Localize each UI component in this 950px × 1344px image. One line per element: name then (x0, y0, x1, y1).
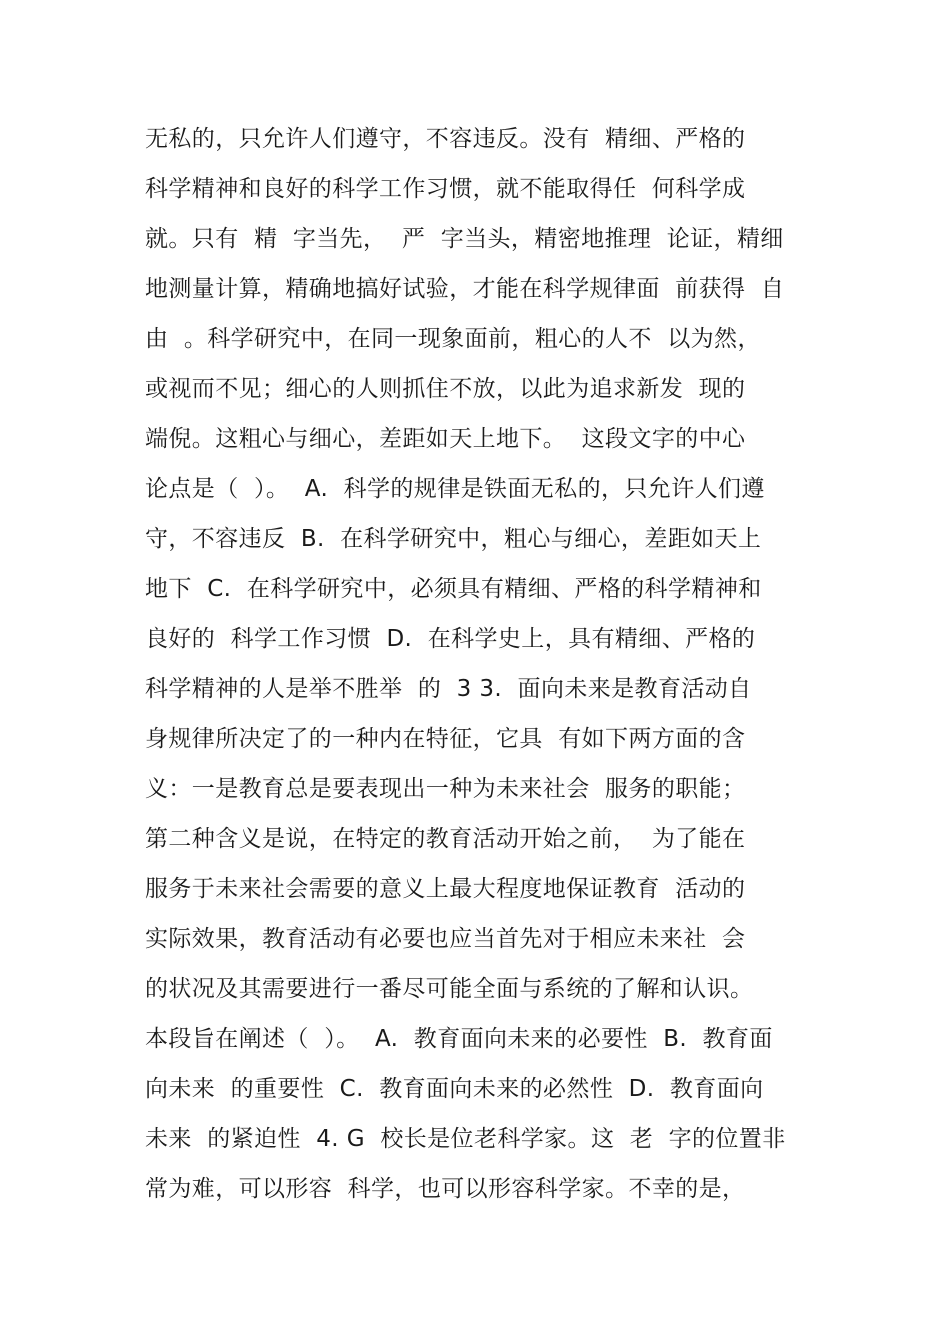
text-line: 向未来 的重要性 C. 教育面向未来的必然性 D. 教育面向 (145, 1076, 764, 1102)
text-line: 地下 C. 在科学研究中，必须具有精细、严格的科学精神和 (145, 576, 762, 602)
text-line: 第二种含义是说，在特定的教育活动开始之前， 为了能在 (145, 826, 746, 852)
text-line: 由 。科学研究中，在同一现象面前，粗心的人不 以为然， (145, 326, 761, 352)
text-line: 服务于未来社会需要的意义上最大程度地保证教育 活动的 (145, 876, 746, 902)
text-line: 科学精神的人是举不胜举 的 3 3. 面向未来是教育活动自 (145, 676, 752, 702)
text-line: 地测量计算，精确地搞好试验，才能在科学规律面 前获得 自 (145, 276, 785, 302)
text-line: 常为难，可以形容 科学，也可以形容科学家。不幸的是， (145, 1176, 746, 1202)
body-text (145, 114, 825, 1214)
text-line: 守，不容违反 B. 在科学研究中，粗心与细心，差距如天上 (145, 526, 762, 552)
text-line: 端倪。这粗心与细心，差距如天上地下。 这段文字的中心 (145, 426, 746, 452)
text-line: 未来 的紧迫性 4. G 校长是位老科学家。这 老 字的位置非 (145, 1126, 786, 1152)
text-line: 无私的，只允许人们遵守，不容违反。没有 精细、严格的 (145, 126, 746, 152)
text-line: 身规律所决定了的一种内在特征，它具 有如下两方面的含 (145, 726, 746, 752)
text-line: 科学精神和良好的科学工作习惯，就不能取得任 何科学成 (145, 176, 746, 202)
text-line: 或视而不见；细心的人则抓住不放，以此为追求新发 现的 (145, 376, 746, 402)
text-line: 义：一是教育总是要表现出一种为未来社会 服务的职能； (145, 776, 746, 802)
text-line: 论点是（ ）。 A. 科学的规律是铁面无私的，只允许人们遵 (145, 476, 765, 502)
text-line: 实际效果，教育活动有必要也应当首先对于相应未来社 会 (145, 926, 746, 952)
text-line: 的状况及其需要进行一番尽可能全面与系统的了解和认识。 (145, 976, 754, 1002)
text-line: 本段旨在阐述（ ）。 A. 教育面向未来的必要性 B. 教育面 (145, 1026, 773, 1052)
text-line: 就。只有 精 字当先， 严 字当头，精密地推理 论证，精细 (145, 226, 784, 252)
text-line: 良好的 科学工作习惯 D. 在科学史上，具有精细、严格的 (145, 626, 756, 652)
